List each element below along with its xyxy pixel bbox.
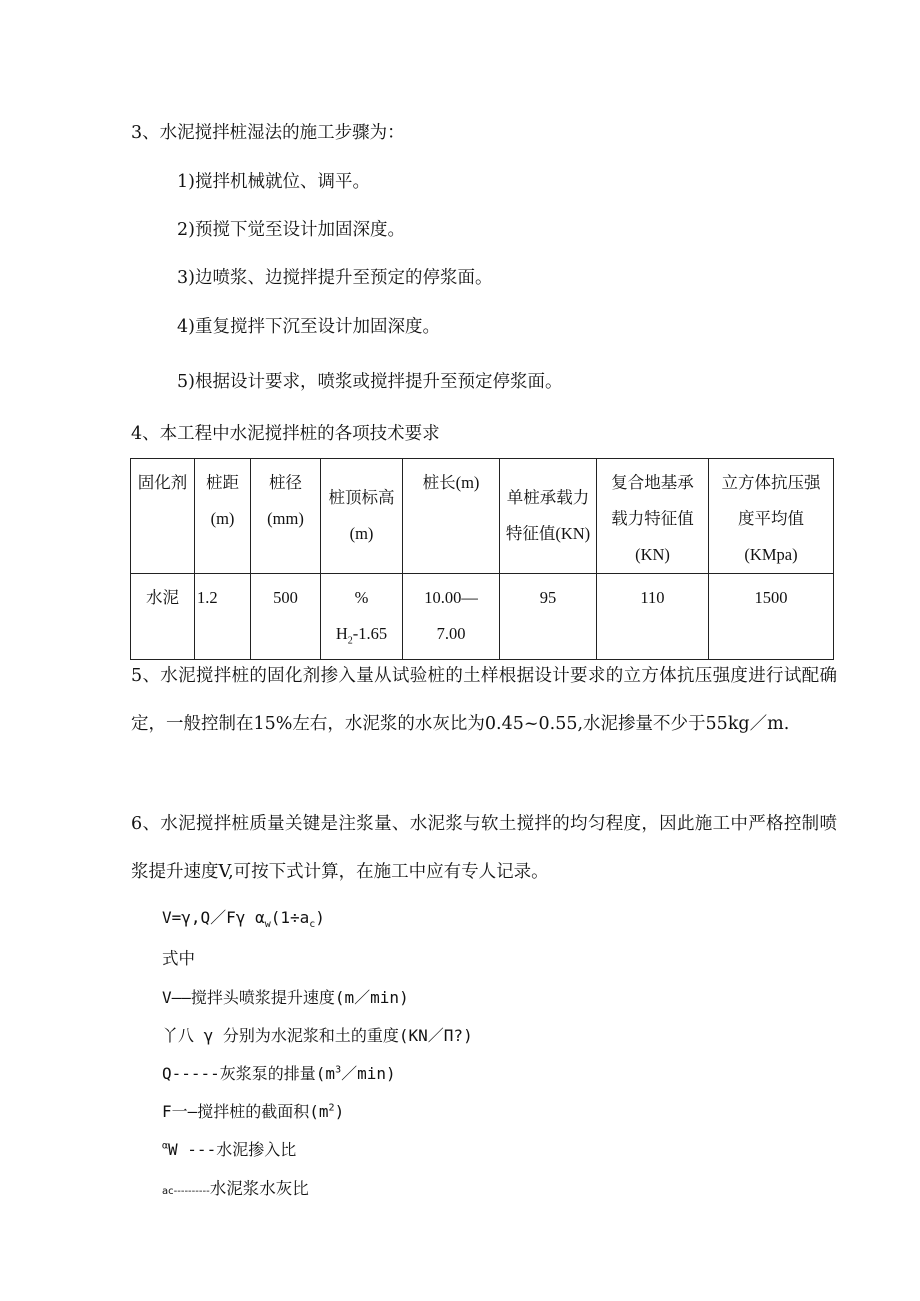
cell-top-sub: 2 xyxy=(347,635,353,647)
table-row xyxy=(131,574,834,660)
header-strength-l3: (KMpa) xyxy=(744,545,798,564)
cell-binder-text: 水泥 xyxy=(146,588,179,607)
def-q xyxy=(162,1061,396,1084)
section3-heading: 3、水泥搅拌桩湿法的施工步骤为： xyxy=(131,123,405,143)
formula-tail: (1÷a xyxy=(270,908,310,927)
cell-composite-capacity xyxy=(597,574,709,660)
cell-top-elevation xyxy=(321,574,403,660)
def-aw-sup: α xyxy=(162,1140,169,1152)
header-spacing-l2: (m) xyxy=(210,509,235,528)
def-q-pre: Q-----灰浆泵的排量(m xyxy=(162,1064,336,1083)
step-1: 1)搅拌机械就位、调平。 xyxy=(177,172,370,192)
formula-close: ) xyxy=(315,908,325,927)
header-diameter-l1: 桩径 xyxy=(269,473,302,492)
header-top-l2: (m) xyxy=(349,524,374,543)
header-comp-l2: 载力特征值 xyxy=(611,509,694,528)
cell-diameter-text: 500 xyxy=(273,588,298,607)
header-comp-l3: (KN) xyxy=(635,545,670,564)
header-diameter xyxy=(251,459,321,574)
tech-requirements-table xyxy=(130,458,834,660)
header-single-l1: 单桩承载力 xyxy=(506,488,590,507)
def-f-post: ) xyxy=(334,1102,345,1121)
def-ac-text: 水泥浆水灰比 xyxy=(209,1179,309,1198)
header-binder-text: 固化剂 xyxy=(137,473,188,492)
header-diameter-l2: (mm) xyxy=(267,509,304,528)
cell-diameter xyxy=(251,574,321,660)
def-aw-text: W ---水泥掺入比 xyxy=(168,1140,297,1159)
header-binder xyxy=(131,459,195,574)
cell-strength xyxy=(709,574,834,660)
header-single-l2: 特征值(KN) xyxy=(505,524,591,543)
cell-single-text: 95 xyxy=(539,588,557,607)
cell-top-l1: % xyxy=(354,588,369,607)
step-4: 4)重复搅拌下沉至设计加固深度。 xyxy=(177,317,440,337)
cell-top-h: H xyxy=(335,624,348,643)
def-aw xyxy=(162,1137,296,1160)
formula-sub-w: w xyxy=(264,919,271,931)
def-f xyxy=(162,1099,344,1122)
def-ac-small: ac---------- xyxy=(162,1186,210,1197)
cell-strength-text: 1500 xyxy=(754,588,788,607)
cell-binder xyxy=(131,574,195,660)
cell-spacing-text: 1.2 xyxy=(197,588,218,607)
cell-length-l1: 10.00— xyxy=(424,588,478,607)
step-3: 3)边喷浆、边搅拌提升至预定的停浆面。 xyxy=(177,268,493,288)
header-top-l1: 桩顶标高 xyxy=(328,488,395,507)
step-5: 5)根据设计要求，喷浆或搅拌提升至预定停浆面。 xyxy=(177,372,563,392)
def-q-sup: 3 xyxy=(335,1064,342,1076)
header-strength xyxy=(709,459,834,574)
formula-where: 式中 xyxy=(162,949,195,968)
header-comp-l1: 复合地基承 xyxy=(611,473,694,492)
speed-formula xyxy=(162,905,325,930)
header-spacing-l1: 桩距 xyxy=(206,473,239,492)
header-length-text: 桩长(m) xyxy=(422,473,480,492)
formula-main: V=γ,Q／Fγ α xyxy=(162,908,265,927)
cell-top-rest: -1.65 xyxy=(352,624,388,643)
def-ac xyxy=(162,1175,309,1199)
cell-spacing xyxy=(195,574,251,660)
header-strength-l1: 立方体抗压强 xyxy=(721,473,821,492)
def-gamma: 丫八 γ 分别为水泥浆和土的重度(KN／Π?) xyxy=(162,1026,473,1045)
table-header-row xyxy=(131,459,834,574)
def-v: V——搅拌头喷浆提升速度(m／min) xyxy=(162,988,409,1007)
header-top-elevation xyxy=(321,459,403,574)
section4-heading: 4、本工程中水泥搅拌桩的各项技术要求 xyxy=(131,424,440,444)
step-2: 2)预搅下觉至设计加固深度。 xyxy=(177,220,405,240)
header-spacing xyxy=(195,459,251,574)
cell-length-l2: 7.00 xyxy=(436,624,466,643)
cell-length xyxy=(403,574,500,660)
section6-paragraph: 6、水泥搅拌桩质量关键是注浆量、水泥浆与软土搅拌的均匀程度，因此施工中严格控制喷浆提升速度V,可按下式计算，在施工中应有专人记录。 xyxy=(131,814,837,882)
formula-sub-c: c xyxy=(309,919,316,931)
def-q-post: ／min) xyxy=(341,1064,396,1083)
header-single-capacity xyxy=(500,459,597,574)
section5-paragraph: 5、水泥搅拌桩的固化剂掺入量从试验桩的土样根据设计要求的立方体抗压强度进行试配确定，一般控制在15%左右，水泥浆的水灰比为0.45~0.55,水泥掺量不少于55kg／m. xyxy=(131,666,837,734)
cell-composite-text: 110 xyxy=(640,588,665,607)
header-length xyxy=(403,459,500,574)
def-f-sup: 2 xyxy=(328,1102,335,1114)
header-composite-capacity xyxy=(597,459,709,574)
def-f-pre: F一—搅拌桩的截面积(m xyxy=(162,1102,329,1121)
cell-single-capacity xyxy=(500,574,597,660)
header-strength-l2: 度平均值 xyxy=(738,509,804,528)
